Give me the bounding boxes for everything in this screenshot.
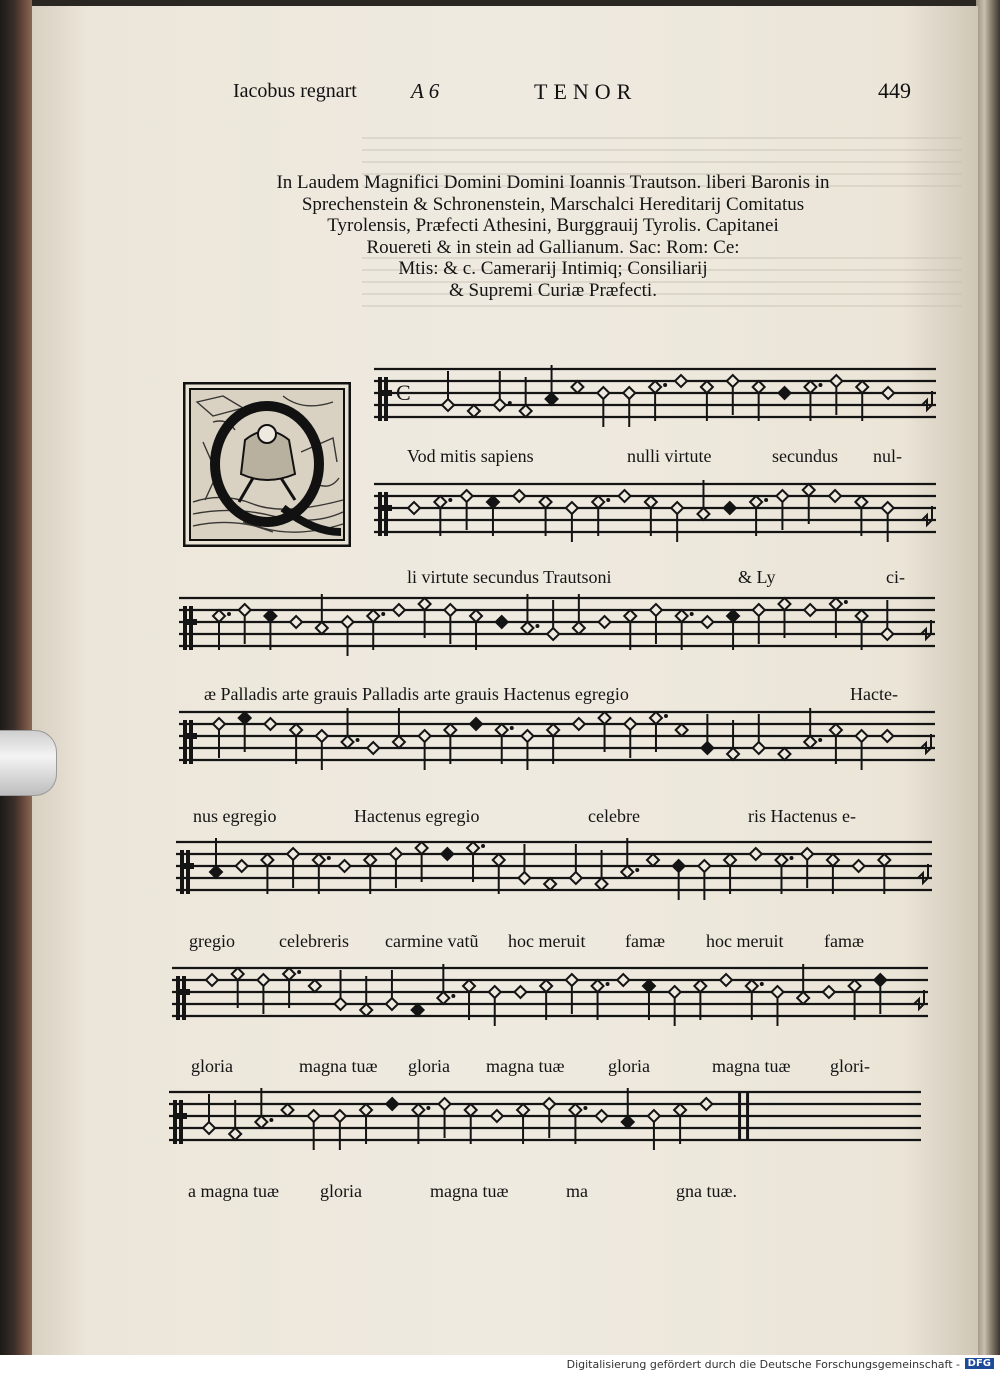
note-head bbox=[694, 980, 706, 992]
dot bbox=[269, 1118, 273, 1122]
note-head bbox=[856, 730, 868, 742]
note-head bbox=[746, 980, 758, 992]
note-head bbox=[778, 598, 790, 610]
dot bbox=[663, 383, 667, 387]
note-head bbox=[882, 387, 894, 399]
staff-3 bbox=[175, 588, 935, 668]
note-head bbox=[849, 980, 861, 992]
note-head bbox=[517, 1104, 529, 1116]
lyric-fragment: glori- bbox=[830, 1056, 870, 1076]
note-head bbox=[619, 490, 631, 502]
lyric-fragment: gloria bbox=[608, 1056, 650, 1076]
clef-mark bbox=[183, 733, 197, 739]
note-head bbox=[881, 628, 893, 640]
note-head bbox=[727, 375, 739, 387]
note-head bbox=[573, 718, 585, 730]
clef-mark bbox=[378, 492, 382, 536]
dot bbox=[510, 726, 514, 730]
note-head bbox=[650, 604, 662, 616]
note-head bbox=[623, 387, 635, 399]
lyric-fragment: nul- bbox=[873, 446, 902, 466]
lyric-fragment: magna tuæ bbox=[430, 1181, 509, 1201]
note-head bbox=[437, 992, 449, 1004]
note-head bbox=[797, 992, 809, 1004]
note-head bbox=[750, 848, 762, 860]
lyric-fragment: gloria bbox=[320, 1181, 362, 1201]
note-head bbox=[518, 872, 530, 884]
lyric-fragment: celebreris bbox=[279, 931, 349, 951]
footer-credit: Digitalisierung gefördert durch die Deutsche Forschungsgemeinschaft - bbox=[566, 1358, 960, 1371]
note-head bbox=[701, 616, 713, 628]
note-head bbox=[801, 848, 813, 860]
dot bbox=[508, 401, 512, 405]
clef-mark bbox=[186, 850, 190, 894]
dot bbox=[789, 856, 793, 860]
note-head bbox=[624, 610, 636, 622]
dot bbox=[664, 714, 668, 718]
note-head bbox=[624, 718, 636, 730]
note-head bbox=[434, 496, 446, 508]
note-head bbox=[416, 842, 428, 854]
note-head bbox=[698, 860, 710, 872]
clef-mark bbox=[189, 606, 193, 650]
note-head bbox=[778, 748, 790, 760]
note-head bbox=[621, 866, 633, 878]
note-head bbox=[830, 598, 842, 610]
note-head bbox=[487, 496, 499, 508]
dot bbox=[606, 498, 610, 502]
note-head bbox=[803, 484, 815, 496]
lyric-fragment: li virtute secundus Trautsoni bbox=[407, 567, 612, 587]
note-head bbox=[804, 381, 816, 393]
woodcut-initial bbox=[183, 382, 351, 547]
note-head bbox=[439, 1098, 451, 1110]
lyric-fragment: magna tuæ bbox=[712, 1056, 791, 1076]
note-head bbox=[546, 393, 558, 405]
note-head bbox=[461, 490, 473, 502]
lyric-fragment: hoc meruit bbox=[508, 931, 586, 951]
clef-mark bbox=[378, 390, 392, 396]
note-head bbox=[671, 502, 683, 514]
note-head bbox=[676, 724, 688, 736]
note-head bbox=[724, 854, 736, 866]
note-head bbox=[676, 610, 688, 622]
lyric-fragment: gloria bbox=[408, 1056, 450, 1076]
note-head bbox=[390, 848, 402, 860]
note-head bbox=[467, 842, 479, 854]
staff-6 bbox=[168, 958, 928, 1038]
clef-mark bbox=[378, 505, 392, 511]
note-head bbox=[206, 974, 218, 986]
page-number: 449 bbox=[878, 78, 911, 103]
dot bbox=[635, 868, 639, 872]
note-head bbox=[779, 387, 791, 399]
note-head bbox=[309, 980, 321, 992]
lyric-fragment: ma bbox=[566, 1181, 588, 1201]
staff-2 bbox=[370, 474, 936, 554]
note-head bbox=[468, 405, 480, 417]
staff-4 bbox=[175, 702, 935, 782]
clef-mark bbox=[176, 976, 180, 1020]
note-head bbox=[255, 1116, 267, 1128]
dedication-line: Rouereti & in stein ad Gallianum. Sac: Rom: Ce: bbox=[366, 236, 740, 258]
dot bbox=[356, 738, 360, 742]
note-head bbox=[236, 860, 248, 872]
note-head bbox=[496, 616, 508, 628]
dot bbox=[327, 856, 331, 860]
clef-mark bbox=[378, 377, 382, 421]
note-head bbox=[566, 502, 578, 514]
note-head bbox=[442, 399, 454, 411]
note-head bbox=[412, 1104, 424, 1116]
note-head bbox=[650, 712, 662, 724]
dot bbox=[760, 982, 764, 986]
note-head bbox=[571, 381, 583, 393]
dedication-line: Mtis: & c. Camerarij Intimiq; Consiliarij bbox=[398, 258, 708, 279]
dot bbox=[381, 612, 385, 616]
note-head bbox=[804, 604, 816, 616]
note-head bbox=[367, 610, 379, 622]
note-head bbox=[830, 375, 842, 387]
note-head bbox=[287, 848, 299, 860]
note-head bbox=[239, 712, 251, 724]
clef-mark bbox=[173, 1113, 187, 1119]
lyric-fragment: celebre bbox=[588, 806, 640, 826]
note-head bbox=[804, 736, 816, 748]
dot bbox=[227, 612, 231, 616]
note-head bbox=[674, 1104, 686, 1116]
dot bbox=[448, 498, 452, 502]
note-head bbox=[367, 742, 379, 754]
note-head bbox=[649, 381, 661, 393]
note-head bbox=[257, 974, 269, 986]
dedication-line: Sprechenstein & Schronenstein, Marschalci Hereditarij Comitatus bbox=[301, 193, 805, 215]
book-left-edge bbox=[0, 0, 32, 1355]
note-head bbox=[856, 610, 868, 622]
note-head bbox=[727, 748, 739, 760]
note-head bbox=[521, 730, 533, 742]
note-head bbox=[496, 724, 508, 736]
note-head bbox=[342, 616, 354, 628]
note-head bbox=[647, 854, 659, 866]
note-head bbox=[776, 490, 788, 502]
note-head bbox=[386, 998, 398, 1010]
clef-mark bbox=[180, 863, 194, 869]
time-signature: C bbox=[396, 380, 411, 405]
lyric-fragment: carmine vatũ bbox=[385, 931, 479, 951]
note-head bbox=[727, 610, 739, 622]
dot bbox=[764, 498, 768, 502]
note-head bbox=[264, 718, 276, 730]
note-head bbox=[308, 1110, 320, 1122]
note-head bbox=[521, 622, 533, 634]
clef-mark bbox=[179, 1100, 183, 1144]
note-head bbox=[882, 502, 894, 514]
dot bbox=[818, 383, 822, 387]
note-head bbox=[566, 974, 578, 986]
lyric-fragment: Vod mitis sapiens bbox=[407, 446, 534, 466]
note-head bbox=[393, 736, 405, 748]
note-head bbox=[675, 375, 687, 387]
note-head bbox=[540, 496, 552, 508]
clef-mark bbox=[183, 720, 187, 764]
composer-name: Iacobus regnart bbox=[233, 80, 357, 102]
note-head bbox=[724, 502, 736, 514]
voice-count: A 6 bbox=[411, 79, 440, 103]
clef-mark bbox=[183, 619, 197, 625]
note-head bbox=[232, 968, 244, 980]
dot bbox=[606, 982, 610, 986]
note-head bbox=[493, 854, 505, 866]
page-clip bbox=[0, 730, 57, 796]
note-head bbox=[316, 622, 328, 634]
note-head bbox=[540, 980, 552, 992]
note-head bbox=[599, 712, 611, 724]
note-head bbox=[569, 1104, 581, 1116]
note-head bbox=[282, 1104, 294, 1116]
note-head bbox=[881, 730, 893, 742]
dot bbox=[426, 1106, 430, 1110]
note-head bbox=[283, 968, 295, 980]
note-head bbox=[643, 980, 655, 992]
note-head bbox=[360, 1104, 372, 1116]
note-head bbox=[264, 610, 276, 622]
lyric-fragment: gregio bbox=[189, 931, 235, 951]
staff-7 bbox=[165, 1082, 921, 1162]
lyric-fragment: gna tuæ. bbox=[676, 1181, 737, 1201]
dot bbox=[451, 994, 455, 998]
note-head bbox=[463, 980, 475, 992]
lyric-fragment: Hacte- bbox=[850, 684, 898, 704]
note-head bbox=[229, 1128, 241, 1140]
note-head bbox=[513, 490, 525, 502]
note-head bbox=[444, 724, 456, 736]
note-head bbox=[547, 724, 559, 736]
note-head bbox=[316, 730, 328, 742]
dedication-line: In Laudem Magnifici Domini Domini Ioannis Trautson. liberi Baronis in bbox=[276, 172, 830, 193]
dot bbox=[844, 600, 848, 604]
lyric-fragment: a magna tuæ bbox=[188, 1181, 279, 1201]
note-head bbox=[514, 986, 526, 998]
note-head bbox=[648, 1110, 660, 1122]
dot bbox=[297, 970, 301, 974]
note-head bbox=[342, 736, 354, 748]
note-head bbox=[419, 598, 431, 610]
note-head bbox=[465, 1104, 477, 1116]
note-head bbox=[855, 496, 867, 508]
staff-5 bbox=[172, 832, 932, 912]
note-head bbox=[444, 604, 456, 616]
note-head bbox=[701, 742, 713, 754]
clef-mark bbox=[384, 492, 388, 536]
note-head bbox=[261, 854, 273, 866]
note-head bbox=[412, 1004, 424, 1016]
note-head bbox=[597, 387, 609, 399]
note-head bbox=[203, 1122, 215, 1134]
note-head bbox=[750, 496, 762, 508]
lyric-fragment: gloria bbox=[191, 1056, 233, 1076]
digitization-footer bbox=[0, 1355, 1000, 1374]
clef-mark bbox=[384, 377, 388, 421]
note-head bbox=[753, 604, 765, 616]
lyric-fragment: famæ bbox=[625, 931, 665, 951]
dedication bbox=[222, 172, 884, 301]
note-head bbox=[213, 718, 225, 730]
note-head bbox=[669, 986, 681, 998]
clef-mark bbox=[173, 1100, 177, 1144]
note-head bbox=[570, 872, 582, 884]
note-head bbox=[829, 490, 841, 502]
lyric-fragment: famæ bbox=[824, 931, 864, 951]
note-head bbox=[592, 980, 604, 992]
note-head bbox=[489, 986, 501, 998]
dot bbox=[535, 624, 539, 628]
note-head bbox=[701, 381, 713, 393]
dedication-line: & Supremi Curiæ Præfecti. bbox=[449, 279, 657, 301]
note-head bbox=[856, 381, 868, 393]
lyric-fragment: nulli virtute bbox=[627, 446, 712, 466]
note-head bbox=[360, 1004, 372, 1016]
note-head bbox=[210, 866, 222, 878]
lyric-fragment: æ Palladis arte grauis Palladis arte grauis Hactenus egregio bbox=[204, 684, 629, 704]
dot bbox=[818, 738, 822, 742]
note-head bbox=[720, 974, 732, 986]
note-head bbox=[419, 730, 431, 742]
note-head bbox=[520, 405, 532, 417]
lyric-fragment: magna tuæ bbox=[486, 1056, 565, 1076]
lyric-fragment: nus egregio bbox=[193, 806, 277, 826]
note-head bbox=[771, 986, 783, 998]
dedication-line: Tyrolensis, Præfecti Athesini, Burggrauij Tyrolis. Capitanei bbox=[327, 215, 779, 236]
note-head bbox=[753, 742, 765, 754]
note-head bbox=[878, 854, 890, 866]
book-right-edge bbox=[976, 0, 1000, 1355]
note-head bbox=[753, 381, 765, 393]
note-head bbox=[573, 622, 585, 634]
note-head bbox=[645, 496, 657, 508]
note-head bbox=[697, 508, 709, 520]
note-head bbox=[823, 986, 835, 998]
note-head bbox=[335, 998, 347, 1010]
note-head bbox=[491, 1110, 503, 1122]
note-head bbox=[547, 628, 559, 640]
note-head bbox=[364, 854, 376, 866]
note-head bbox=[673, 860, 685, 872]
note-head bbox=[596, 878, 608, 890]
staff-1 bbox=[370, 359, 936, 439]
dot bbox=[583, 1106, 587, 1110]
note-head bbox=[334, 1110, 346, 1122]
note-head bbox=[339, 860, 351, 872]
dot bbox=[481, 844, 485, 848]
note-head bbox=[313, 854, 325, 866]
note-head bbox=[290, 616, 302, 628]
note-head bbox=[592, 496, 604, 508]
note-head bbox=[874, 974, 886, 986]
note-head bbox=[470, 718, 482, 730]
note-head bbox=[775, 854, 787, 866]
clef-mark bbox=[189, 720, 193, 764]
lyric-fragment: magna tuæ bbox=[299, 1056, 378, 1076]
note-head bbox=[393, 604, 405, 616]
note-head bbox=[470, 610, 482, 622]
clef-mark bbox=[180, 850, 184, 894]
note-head bbox=[830, 724, 842, 736]
lyric-fragment: & Ly bbox=[738, 567, 776, 587]
note-head bbox=[617, 974, 629, 986]
clef-mark bbox=[182, 976, 186, 1020]
note-head bbox=[544, 878, 556, 890]
note-head bbox=[596, 1110, 608, 1122]
lyric-fragment: hoc meruit bbox=[706, 931, 784, 951]
lyric-fragment: ris Hactenus e- bbox=[748, 806, 856, 826]
note-head bbox=[543, 1098, 555, 1110]
note-head bbox=[408, 502, 420, 514]
part-name: TENOR bbox=[534, 79, 638, 104]
note-head bbox=[494, 399, 506, 411]
note-head bbox=[386, 1098, 398, 1110]
note-head bbox=[441, 848, 453, 860]
lyric-fragment: Hactenus egregio bbox=[354, 806, 480, 826]
clef-mark bbox=[183, 606, 187, 650]
note-head bbox=[599, 616, 611, 628]
note-head bbox=[239, 604, 251, 616]
note-head bbox=[622, 1116, 634, 1128]
note-head bbox=[700, 1098, 712, 1110]
dot bbox=[690, 612, 694, 616]
note-head bbox=[213, 610, 225, 622]
clef-mark bbox=[176, 989, 190, 995]
note-head bbox=[290, 724, 302, 736]
note-head bbox=[827, 854, 839, 866]
lyric-fragment: ci- bbox=[886, 567, 905, 587]
dfg-logo: DFG bbox=[965, 1358, 994, 1369]
lyric-fragment: secundus bbox=[772, 446, 838, 466]
note-head bbox=[853, 860, 865, 872]
